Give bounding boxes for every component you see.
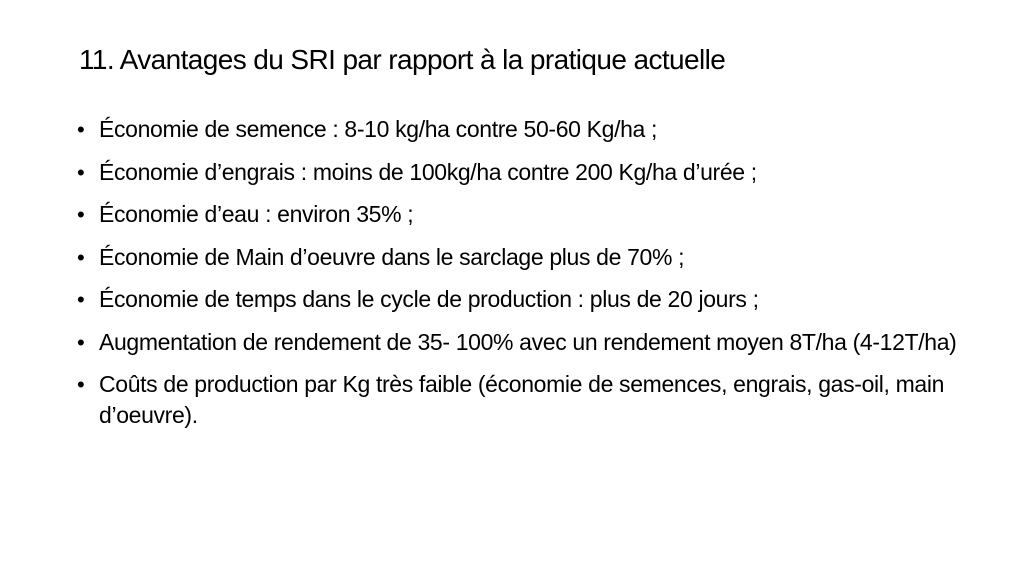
bullet-item: • Augmentation de rendement de 35- 100% avec un rendement moyen 8T/ha (4-12T/ha) — [77, 327, 957, 358]
bullet-item: • Économie de temps dans le cycle de production : plus de 20 jours ; — [77, 284, 957, 315]
slide-title: 11. Avantages du SRI par rapport à la pratique actuelle — [79, 44, 726, 75]
bullet-item: • Économie d’engrais : moins de 100kg/ha contre 200 Kg/ha d’urée ; — [77, 157, 957, 188]
bullet-list — [77, 114, 957, 443]
bullet-item: • Économie de semence : 8-10 kg/ha contre 50-60 Kg/ha ; — [77, 114, 957, 145]
bullet-item: • Économie d’eau : environ 35% ; — [77, 199, 957, 230]
bullet-item: • Coûts de production par Kg très faible (économie de semences, engrais, gas-oil, main d’oeuvre). — [77, 369, 957, 431]
bullet-item: • Économie de Main d’oeuvre dans le sarclage plus de 70% ; — [77, 242, 957, 273]
